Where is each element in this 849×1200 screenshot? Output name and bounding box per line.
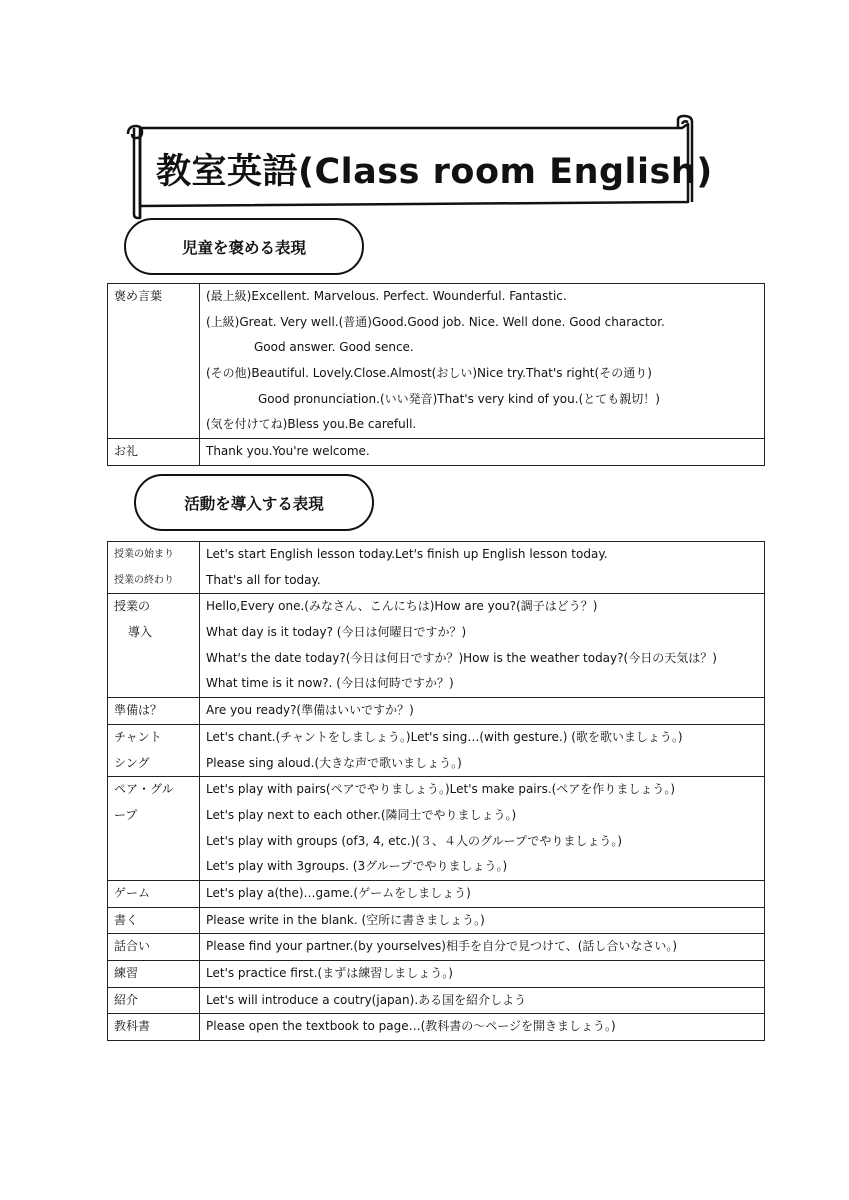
table-row <box>108 777 765 881</box>
row-content: Let's chant.(チャントをしましょう。)Let's sing…(with gesture.) (歌を歌いましょう。) Please sing aloud.(大きな声で歌いましょう。) <box>200 724 765 776</box>
table-row <box>108 934 765 961</box>
row-content: Let's start English lesson today.Let's finish up English lesson today. That's all for today. <box>200 542 765 594</box>
table-row <box>108 987 765 1014</box>
row-content: Please open the textbook to page…(教科書の～ページを開きましょう。) <box>200 1014 765 1041</box>
page-title: 教室英語(Class room English) <box>156 152 713 192</box>
row-label: お礼 <box>108 439 200 466</box>
row-content: Are you ready?(準備はいいですか？) <box>200 698 765 725</box>
row-content: Please find your partner.(by yourselves)相手を自分で見つけて、(話し合いなさい。) <box>200 934 765 961</box>
table-row <box>108 439 765 466</box>
table-row <box>108 1014 765 1041</box>
table-row <box>108 907 765 934</box>
table-row <box>108 542 765 594</box>
table-row <box>108 284 765 439</box>
title-banner <box>122 114 713 220</box>
row-label: チャント シング <box>108 724 200 776</box>
row-label: 話合い <box>108 934 200 961</box>
row-content: Hello,Every one.(みなさん、こんにちは)How are you?(調子はどう？) What day is it today? (今日は何曜日ですか？) What's the date today?(今日は何日ですか？)How is the weather today?(今日の天気は？) What time is it now?. (今日は何時ですか？) <box>200 594 765 698</box>
row-label: 褒め言葉 <box>108 284 200 439</box>
row-label: 授業の 導入 <box>108 594 200 698</box>
row-content: (最上級)Excellent. Marvelous. Perfect. Wounderful. Fantastic. (上級)Great. Very well.(普通)Good.Good job. Nice. Well done. Good charactor. Good answer. Good sence. (その他)Beautiful. Lovely.Close.Almost(おしい)Nice try.That's right(その通り) Good pronunciation.(いい発音)That's very kind of you.(とても親切！) (気を付けてね)Bless you.Be carefull. <box>200 284 765 439</box>
table-row <box>108 961 765 988</box>
section-heading-praise: 児童を褒める表現 <box>124 218 364 275</box>
table-row <box>108 724 765 776</box>
activities-table <box>107 541 765 1041</box>
table-row <box>108 880 765 907</box>
row-content: Let's practice first.(まずは練習しましょう。) <box>200 961 765 988</box>
row-label: ゲーム <box>108 880 200 907</box>
row-label: 準備は？ <box>108 698 200 725</box>
row-content: Let's will introduce a coutry(japan).ある国を紹介しよう <box>200 987 765 1014</box>
row-content: Let's play a(the)…game.(ゲームをしましょう) <box>200 880 765 907</box>
row-label: 教科書 <box>108 1014 200 1041</box>
table-row <box>108 594 765 698</box>
row-label: 書く <box>108 907 200 934</box>
row-label: 紹介 <box>108 987 200 1014</box>
row-label: 練習 <box>108 961 200 988</box>
row-content: Please write in the blank. (空所に書きましょう。) <box>200 907 765 934</box>
table-row <box>108 698 765 725</box>
row-label: 授業の始まり 授業の終わり <box>108 542 200 594</box>
row-label: ペア・グル ープ <box>108 777 200 881</box>
row-content: Let's play with pairs(ペアでやりましょう。)Let's make pairs.(ペアを作りましょう。) Let's play next to each other.(隣同士でやりましょう。) Let's play with groups (of3, 4, etc.)(３、４人のグループでやりましょう。) Let's play with 3groups. (3グループでやりましょう。) <box>200 777 765 881</box>
section-heading-activities: 活動を導入する表現 <box>134 474 374 531</box>
praise-table <box>107 283 765 466</box>
row-content: Thank you.You're welcome. <box>200 439 765 466</box>
